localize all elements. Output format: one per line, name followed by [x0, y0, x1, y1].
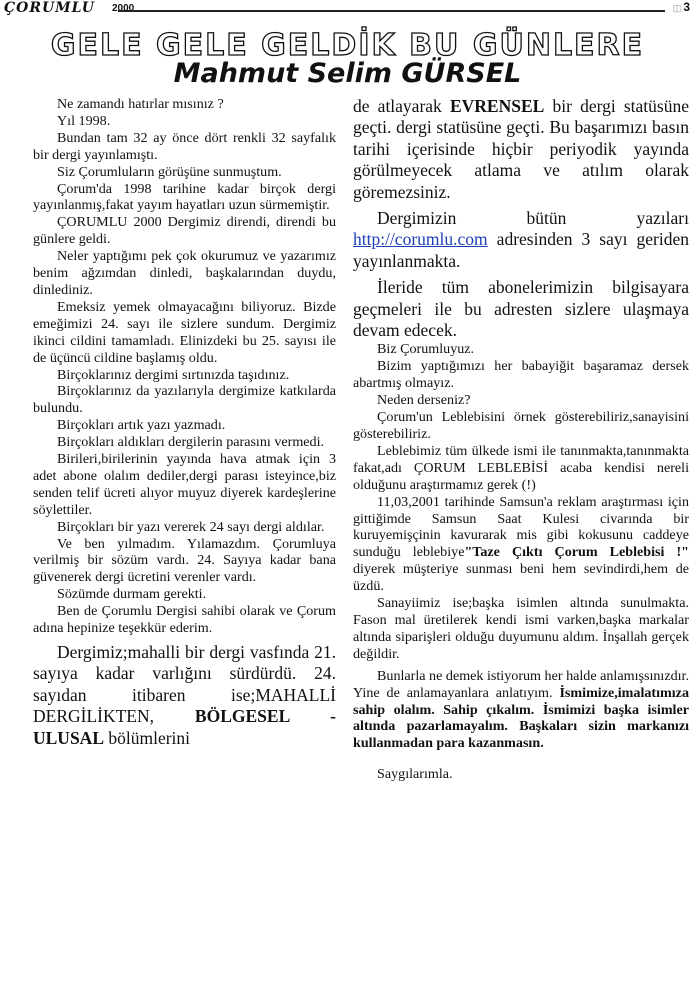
- lead-text: Dergimiz;mahalli bir dergi vasfında 21. sayıya kadar varlığını sürdürdü. 24. sayıdan itibaren ise;MAHALLİ DERGİLİKTEN,: [33, 642, 336, 727]
- paragraph: Leblebimiz tüm ülkede ismi ile tanınmakta,tanınmakta fakat,adı ÇORUM LEBLEBİSİ acaba kendisi nereli olduğunu araştırmamız gerek (!): [353, 442, 689, 493]
- paragraph: Emeksiz yemek olmayacağını biliyoruz. Bizde emeğimizi 24. sayı ile sizlere sundum. Dergimiz ikinci cildini tamamladı. Elinizdeki bu 25. sayısı ile de üçüncü cildine başlamış oldu.: [33, 298, 336, 366]
- closing-paragraph: [353, 668, 689, 753]
- header-rule: [118, 10, 665, 12]
- lead-text: bir dergi statüsüne geçti. dergi statüsüne geçti. Bu başarımızı basın tarihi içerisinde hiçbir periyodik yayında görülmeyecek atlama ve atılım olarak göremezsiniz.: [353, 96, 690, 202]
- paragraph: Siz Çorumluların görüşüne sunmuştum.: [57, 163, 282, 180]
- paragraph: Birçokları bir yazı vererek 24 sayı dergi aldılar.: [57, 518, 325, 535]
- lead-bold-text: BÖLGESEL - ULUSAL: [33, 706, 337, 748]
- paragraph: Ben de Çorumlu Dergisi sahibi olarak ve Çorum adına hepinize teşekkür ederim.: [33, 603, 336, 637]
- lead-paragraph: [33, 642, 336, 749]
- magazine-logo: ÇORUMLU: [4, 0, 95, 16]
- paragraph: Ne zamandı hatırlar mısınız ?: [57, 96, 224, 112]
- paragraph: Bundan tam 32 ay önce dört renkli 32 sayfalık bir dergi yayınlamıştı.: [33, 129, 336, 163]
- website-link[interactable]: http://corumlu.com: [353, 229, 488, 250]
- closing-bold-text: İsmimize,imalatımıza sahip olalım. Sahip çıkalım. İsmimizi başka isimler altında pazarlamayalım. Başkaları sizin markanızı kullanmadan para kazanmasın.: [353, 684, 689, 752]
- article-title: GELE GELE GELDİK BU GÜNLERE: [50, 28, 645, 63]
- paragraph-text: Bunlarla ne demek istiyorum her halde anlamışsınızdır. Yine de anlamayanlara anlatıyım.: [353, 667, 689, 701]
- paragraph: Birçokları aldıkları dergilerin parasını vermedi.: [57, 434, 325, 451]
- paragraph: Yıl 1998.: [57, 112, 111, 129]
- website-paragraph: [353, 208, 689, 272]
- page-number-value: 3: [683, 0, 690, 14]
- page-marker-icon: ◫: [672, 3, 682, 13]
- quote-bold-text: "Taze Çıktı Çorum Leblebisi !": [464, 544, 689, 561]
- lead-text: de atlayarak: [353, 96, 450, 116]
- paragraph: Sözümde durmam gerekti.: [57, 586, 207, 603]
- paragraph: Neden derseniz?: [377, 392, 471, 409]
- paragraph: ÇORUMLU 2000 Dergimiz direndi, direndi bu günlere geldi.: [33, 214, 336, 248]
- paragraph: Biz Çorumluyuz.: [377, 341, 475, 358]
- paragraph: Ve ben yılmadım. Yılamazdım. Çorumluya verilmiş bir sözüm vardı. 24. Sayıya kadar bana güvenerek dergi ücretini verenler vardı.: [33, 535, 336, 586]
- lead-tail-text: bölümlerini: [104, 727, 191, 748]
- paragraph: Çorum'da 1998 tarihine kadar birçok dergi yayınlanmış,fakat yayım hayatları uzun sürmemiştir.: [33, 180, 336, 214]
- lead-text: Dergimizin bütün yazıları: [377, 208, 689, 229]
- paragraph-text: diyerek müşteriye sunması beni hem sevindirdi,hem de üzdü.: [353, 561, 689, 595]
- samsun-paragraph: [353, 494, 689, 595]
- paragraph-text: 11,03,2001 tarihinde Samsun'a reklam araştırması için gittiğimde Samsun Saat Kulesi civarında bir kuruyemişçinin kavurarak mis gibi kokusunu caddeye sunduğu leblebiye: [353, 493, 689, 561]
- article-author: Mahmut Selim GÜRSEL: [173, 58, 522, 89]
- lead-paragraph: İleride tüm abonelerimizin bilgisayara geçmeleri ile bu adresten sizlere ulaşmaya devam edecek.: [353, 277, 689, 341]
- lead-text: adresinden 3 sayı geriden yayınlanmakta.: [353, 229, 689, 271]
- paragraph: Sanayiimiz ise;başka isimlen altında sunulmakta. Fason mal üretilerek kendi ismi varken,başka markalar altında siparişleri olduğu duyumunu aldım. İnşallah gerçek değildir.: [353, 595, 689, 662]
- left-column: [33, 96, 336, 749]
- paragraph: Birçoklarınız dergimi sırtınızda taşıdınız.: [57, 366, 290, 383]
- paragraph: Birileri,birilerinin yayında hava atmak için 3 adet abone olalım dediler,dergi parası isteyince,biz senden telif ücreti alıyor muyuz diyerek kardeşlerine söylettiler.: [33, 451, 336, 518]
- signoff: Saygılarımla.: [377, 766, 453, 783]
- page-header: [0, 0, 695, 20]
- paragraph: Neler yaptığımı pek çok okurumuz ve yazarımız benim ağzımdan dinledi, başkalarından duydu, dinlediniz.: [33, 248, 336, 298]
- lead-bold-text: EVRENSEL: [449, 96, 545, 116]
- paragraph: Çorum'un Leblebisini örnek gösterebiliriz,sanayisini gösterebiliriz.: [353, 409, 689, 442]
- paragraph: Birçoklarınız da yazılarıyla dergimize katkılarda bulundu.: [33, 383, 336, 417]
- magazine-year: 2000: [112, 3, 135, 14]
- page-number: [673, 0, 690, 14]
- lead-paragraph: [353, 96, 689, 203]
- paragraph: Birçokları artık yazı yazmadı.: [57, 417, 226, 434]
- paragraph: Bizim yaptığımızı her babayiğit başaramaz dersek abartmış olmayız.: [353, 358, 689, 392]
- right-column: [353, 96, 689, 783]
